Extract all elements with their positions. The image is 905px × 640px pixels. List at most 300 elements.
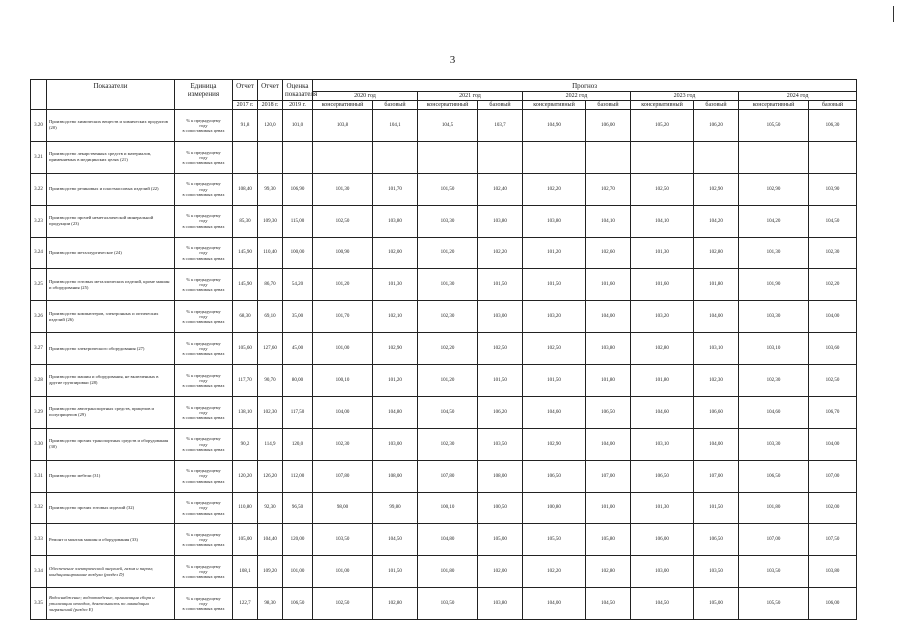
unit-line: в сопоставимых ценах bbox=[182, 446, 225, 452]
value-cell: 101,80 bbox=[739, 492, 809, 524]
value-cell: 145,90 bbox=[233, 269, 258, 301]
value-cell: 101,30 bbox=[739, 237, 809, 269]
value-cell: 101,50 bbox=[373, 556, 418, 588]
value-cell: 102,00 bbox=[809, 492, 857, 524]
value-cell: 92,30 bbox=[258, 492, 283, 524]
value-cell: 99,80 bbox=[373, 492, 418, 524]
forecast-table bbox=[30, 79, 857, 620]
value-cell: 106,90 bbox=[283, 173, 313, 205]
value-cell: 102,30 bbox=[418, 428, 478, 460]
value-cell: 101,00 bbox=[313, 333, 373, 365]
value-cell: 107,50 bbox=[809, 524, 857, 556]
value-cell: 104,00 bbox=[694, 301, 739, 333]
value-cell: 115,00 bbox=[283, 205, 313, 237]
value-cell: 102,00 bbox=[478, 556, 523, 588]
row-number: 3.22 bbox=[31, 173, 47, 205]
year-header-2021: 2021 год bbox=[418, 92, 523, 101]
value-cell: 102,50 bbox=[313, 205, 373, 237]
value-cell: 107,00 bbox=[586, 460, 631, 492]
value-cell: 112,00 bbox=[283, 460, 313, 492]
value-cell bbox=[478, 141, 523, 173]
variant-base: базовый bbox=[694, 101, 739, 110]
unit-cell bbox=[175, 301, 233, 333]
indicators-header: Показатели bbox=[47, 80, 175, 110]
value-cell: 106,50 bbox=[586, 396, 631, 428]
value-cell: 104,20 bbox=[694, 205, 739, 237]
value-cell: 101,80 bbox=[694, 269, 739, 301]
value-cell: 104,00 bbox=[523, 588, 586, 620]
value-cell: 101,90 bbox=[739, 269, 809, 301]
row-number: 3.34 bbox=[31, 556, 47, 588]
value-cell: 117,50 bbox=[283, 396, 313, 428]
value-cell: 103,80 bbox=[586, 333, 631, 365]
unit-cell bbox=[175, 396, 233, 428]
value-cell: 108,40 bbox=[233, 173, 258, 205]
row-number: 3.27 bbox=[31, 333, 47, 365]
value-cell: 85,30 bbox=[233, 205, 258, 237]
indicator-name: Производство резиновых и пластмассовых изделий (22) bbox=[47, 173, 175, 205]
unit-cell bbox=[175, 237, 233, 269]
value-cell: 103,50 bbox=[478, 428, 523, 460]
table-row bbox=[31, 269, 857, 301]
variant-base: базовый bbox=[478, 101, 523, 110]
value-cell: 107,00 bbox=[739, 524, 809, 556]
variant-conservative: консервативный bbox=[418, 101, 478, 110]
row-number: 3.24 bbox=[31, 237, 47, 269]
value-cell: 104,00 bbox=[313, 396, 373, 428]
value-cell: 107,80 bbox=[313, 460, 373, 492]
unit-line: в сопоставимых ценах bbox=[182, 383, 225, 389]
value-cell: 106,50 bbox=[739, 460, 809, 492]
value-cell: 104,20 bbox=[739, 205, 809, 237]
indicator-name: Производство прочих готовых изделий (32) bbox=[47, 492, 175, 524]
unit-cell bbox=[175, 492, 233, 524]
value-cell: 104,80 bbox=[373, 396, 418, 428]
unit-line: % к предыдущему bbox=[186, 468, 221, 474]
unit-header: Единица измерения bbox=[175, 80, 233, 110]
value-cell: 100,50 bbox=[478, 492, 523, 524]
value-cell: 120,0 bbox=[258, 110, 283, 142]
unit-line: % к предыдущему bbox=[186, 404, 221, 410]
value-cell: 101,30 bbox=[418, 269, 478, 301]
value-cell: 106,30 bbox=[809, 110, 857, 142]
unit-line: % к предыдущему bbox=[186, 308, 221, 314]
value-cell: 102,30 bbox=[694, 365, 739, 397]
value-cell: 101,70 bbox=[373, 173, 418, 205]
variant-conservative: консервативный bbox=[313, 101, 373, 110]
unit-line: % к предыдущему bbox=[186, 372, 221, 378]
value-cell: 101,20 bbox=[418, 365, 478, 397]
value-cell: 117,70 bbox=[233, 365, 258, 397]
value-cell: 126,20 bbox=[258, 460, 283, 492]
value-cell: 122,7 bbox=[233, 588, 258, 620]
value-cell: 101,30 bbox=[631, 492, 694, 524]
unit-line: в сопоставимых ценах bbox=[182, 510, 225, 516]
table-row bbox=[31, 365, 857, 397]
indicator-name: Производство химических веществ и химических продуктов (20) bbox=[47, 110, 175, 142]
estimate-header: Оценка показателя bbox=[283, 80, 313, 101]
value-cell: 101,70 bbox=[313, 301, 373, 333]
unit-cell bbox=[175, 428, 233, 460]
year-header-2024: 2024 год bbox=[739, 92, 857, 101]
unit-cell bbox=[175, 110, 233, 142]
value-cell: 104,1 bbox=[373, 110, 418, 142]
value-cell: 103,80 bbox=[478, 588, 523, 620]
value-cell: 110,80 bbox=[233, 492, 258, 524]
value-cell: 105,50 bbox=[523, 524, 586, 556]
value-cell: 102,50 bbox=[478, 333, 523, 365]
value-cell bbox=[694, 141, 739, 173]
value-cell: 105,00 bbox=[233, 524, 258, 556]
indicator-name: Производство автотранспортных средств, прицепов и полуприцепов (29) bbox=[47, 396, 175, 428]
value-cell: 104,00 bbox=[586, 301, 631, 333]
unit-line: в сопоставимых ценах bbox=[182, 542, 225, 548]
row-number: 3.30 bbox=[31, 428, 47, 460]
value-cell: 103,00 bbox=[631, 556, 694, 588]
value-cell: 103,80 bbox=[373, 205, 418, 237]
value-cell: 105,50 bbox=[739, 110, 809, 142]
table-row bbox=[31, 110, 857, 142]
value-cell: 106,50 bbox=[694, 524, 739, 556]
unit-line: % к предыдущему bbox=[186, 595, 221, 601]
unit-line: году bbox=[199, 505, 208, 511]
unit-line: % к предыдущему bbox=[186, 340, 221, 346]
unit-line: в сопоставимых ценах bbox=[182, 606, 225, 612]
value-cell: 101,60 bbox=[631, 269, 694, 301]
indicator-name: Производство лекарственных средств и материалов, применяемых в медицинских целях (21) bbox=[47, 141, 175, 173]
year-2017: 2017 г. bbox=[233, 101, 258, 110]
unit-line: % к предыдущему bbox=[186, 149, 221, 155]
unit-line: % к предыдущему bbox=[186, 245, 221, 251]
unit-line: % к предыдущему bbox=[186, 277, 221, 282]
value-cell: 101,60 bbox=[586, 269, 631, 301]
row-number: 3.29 bbox=[31, 396, 47, 428]
value-cell: 103,20 bbox=[631, 301, 694, 333]
value-cell: 103,30 bbox=[739, 428, 809, 460]
variant-conservative: консервативный bbox=[631, 101, 694, 110]
unit-line: в сопоставимых ценах bbox=[182, 287, 225, 293]
unit-line: году bbox=[199, 282, 208, 288]
value-cell: 68,30 bbox=[233, 301, 258, 333]
unit-cell bbox=[175, 333, 233, 365]
value-cell: 108,1 bbox=[233, 556, 258, 588]
value-cell: 101,50 bbox=[523, 269, 586, 301]
unit-cell bbox=[175, 173, 233, 205]
value-cell: 102,30 bbox=[418, 301, 478, 333]
value-cell: 145,90 bbox=[233, 237, 258, 269]
value-cell: 106,00 bbox=[586, 110, 631, 142]
value-cell: 108,00 bbox=[373, 460, 418, 492]
value-cell: 138,10 bbox=[233, 396, 258, 428]
unit-line: году bbox=[199, 409, 208, 415]
value-cell: 104,40 bbox=[258, 524, 283, 556]
unit-line: % к предыдущему bbox=[186, 563, 221, 569]
value-cell: 102,80 bbox=[631, 333, 694, 365]
value-cell: 100,80 bbox=[523, 492, 586, 524]
variant-conservative: консервативный bbox=[739, 101, 809, 110]
variant-base: базовый bbox=[373, 101, 418, 110]
unit-line: году bbox=[199, 441, 208, 447]
value-cell: 106,50 bbox=[631, 460, 694, 492]
table-row bbox=[31, 428, 857, 460]
row-number: 3.25 bbox=[31, 269, 47, 301]
value-cell: 127,60 bbox=[258, 333, 283, 365]
page-number: 3 bbox=[449, 54, 456, 66]
value-cell: 102,90 bbox=[373, 333, 418, 365]
value-cell: 104,50 bbox=[631, 588, 694, 620]
variant-base: базовый bbox=[586, 101, 631, 110]
value-cell: 106,50 bbox=[523, 460, 586, 492]
row-number: 3.33 bbox=[31, 524, 47, 556]
indicator-name: Производство электрического оборудования (27) bbox=[47, 333, 175, 365]
value-cell: 101,50 bbox=[478, 365, 523, 397]
unit-line: году bbox=[199, 345, 208, 351]
table-row bbox=[31, 237, 857, 269]
value-cell: 104,00 bbox=[809, 428, 857, 460]
value-cell: 104,90 bbox=[523, 110, 586, 142]
value-cell: 102,80 bbox=[373, 588, 418, 620]
value-cell: 101,50 bbox=[478, 269, 523, 301]
unit-cell bbox=[175, 460, 233, 492]
value-cell bbox=[586, 141, 631, 173]
unit-line: % к предыдущему bbox=[186, 436, 221, 442]
value-cell: 105,00 bbox=[478, 524, 523, 556]
value-cell: 103,10 bbox=[694, 333, 739, 365]
value-cell: 104,50 bbox=[809, 205, 857, 237]
row-number: 3.31 bbox=[31, 460, 47, 492]
value-cell: 96,50 bbox=[283, 492, 313, 524]
value-cell: 106,00 bbox=[631, 524, 694, 556]
variant-base: базовый bbox=[809, 101, 857, 110]
report-header-2018: Отчет bbox=[258, 80, 283, 101]
value-cell: 102,30 bbox=[809, 237, 857, 269]
value-cell: 104,00 bbox=[586, 428, 631, 460]
value-cell: 101,50 bbox=[418, 173, 478, 205]
value-cell bbox=[523, 141, 586, 173]
unit-line: году bbox=[199, 600, 208, 606]
value-cell: 102,50 bbox=[809, 365, 857, 397]
year-header-2020: 2020 год bbox=[313, 92, 418, 101]
unit-line: в сопоставимых ценах bbox=[182, 351, 225, 357]
value-cell bbox=[258, 141, 283, 173]
value-cell: 105,80 bbox=[586, 524, 631, 556]
table-row bbox=[31, 492, 857, 524]
value-cell: 101,30 bbox=[313, 173, 373, 205]
table-row bbox=[31, 141, 857, 173]
unit-line: в сопоставимых ценах bbox=[182, 128, 225, 134]
value-cell: 101,00 bbox=[283, 556, 313, 588]
value-cell: 102,90 bbox=[694, 173, 739, 205]
value-cell: 107,00 bbox=[694, 460, 739, 492]
value-cell: 102,50 bbox=[313, 588, 373, 620]
unit-line: году bbox=[199, 250, 208, 256]
table-row bbox=[31, 301, 857, 333]
table-row bbox=[31, 556, 857, 588]
num-header-cell bbox=[31, 80, 47, 110]
value-cell: 101,00 bbox=[586, 492, 631, 524]
value-cell: 104,5 bbox=[418, 110, 478, 142]
value-cell: 106,60 bbox=[694, 396, 739, 428]
value-cell: 110,40 bbox=[258, 237, 283, 269]
value-cell: 120,20 bbox=[233, 460, 258, 492]
row-number: 3.28 bbox=[31, 365, 47, 397]
value-cell: 107,80 bbox=[418, 460, 478, 492]
value-cell: 104,10 bbox=[631, 205, 694, 237]
unit-line: в сопоставимых ценах bbox=[182, 159, 225, 165]
value-cell: 101,30 bbox=[373, 269, 418, 301]
value-cell: 103,80 bbox=[809, 556, 857, 588]
row-number: 3.26 bbox=[31, 301, 47, 333]
unit-line: в сопоставимых ценах bbox=[182, 414, 225, 420]
unit-line: % к предыдущему bbox=[186, 181, 221, 187]
value-cell: 103,80 bbox=[478, 205, 523, 237]
value-cell: 103,90 bbox=[809, 173, 857, 205]
value-cell bbox=[809, 141, 857, 173]
value-cell: 102,70 bbox=[586, 173, 631, 205]
unit-line: году bbox=[199, 122, 208, 128]
value-cell: 104,60 bbox=[631, 396, 694, 428]
value-cell bbox=[283, 141, 313, 173]
value-cell: 102,20 bbox=[523, 173, 586, 205]
value-cell: 99,30 bbox=[258, 173, 283, 205]
value-cell: 104,10 bbox=[586, 205, 631, 237]
indicator-name: Производство машин и оборудования, не включенных в другие группировки (28) bbox=[47, 365, 175, 397]
unit-cell bbox=[175, 588, 233, 620]
unit-line: % к предыдущему bbox=[186, 500, 221, 506]
value-cell: 106,50 bbox=[283, 588, 313, 620]
value-cell: 104,50 bbox=[586, 588, 631, 620]
indicator-name: Обеспечение электрической энергией, газом и паром; кондиционирование воздуха (раздел D) bbox=[47, 556, 175, 588]
indicator-name: Производство прочих транспортных средств и оборудования (30) bbox=[47, 428, 175, 460]
indicator-name: Производство металлургическое (24) bbox=[47, 237, 175, 269]
report-header-2017: Отчет bbox=[233, 80, 258, 101]
value-cell: 109,30 bbox=[258, 205, 283, 237]
unit-line: году bbox=[199, 186, 208, 192]
indicator-name: Производство мебели (31) bbox=[47, 460, 175, 492]
value-cell: 103,00 bbox=[373, 428, 418, 460]
value-cell: 54,20 bbox=[283, 269, 313, 301]
value-cell: 103,10 bbox=[739, 333, 809, 365]
value-cell: 105,50 bbox=[739, 588, 809, 620]
table-row bbox=[31, 588, 857, 620]
value-cell: 102,00 bbox=[373, 237, 418, 269]
indicator-name: Водоснабжение; водоотведение, организация сбора и утилизации отходов, деятельность по ликвидации загрязнений (раздел E) bbox=[47, 588, 175, 620]
unit-line: году bbox=[199, 314, 208, 320]
value-cell: 106,20 bbox=[478, 396, 523, 428]
table-body bbox=[31, 110, 857, 620]
unit-line: в сопоставимых ценах bbox=[182, 478, 225, 484]
value-cell: 101,80 bbox=[586, 365, 631, 397]
value-cell: 91,8 bbox=[233, 110, 258, 142]
table-row bbox=[31, 460, 857, 492]
value-cell: 103,20 bbox=[523, 301, 586, 333]
value-cell: 101,20 bbox=[523, 237, 586, 269]
value-cell: 103,10 bbox=[631, 428, 694, 460]
year-2019: 2019 г. bbox=[283, 101, 313, 110]
value-cell: 69,10 bbox=[258, 301, 283, 333]
value-cell: 101,20 bbox=[418, 237, 478, 269]
value-cell: 120,00 bbox=[283, 524, 313, 556]
value-cell bbox=[373, 141, 418, 173]
value-cell: 101,20 bbox=[373, 365, 418, 397]
value-cell: 100,90 bbox=[313, 237, 373, 269]
value-cell: 90,70 bbox=[258, 365, 283, 397]
value-cell: 104,60 bbox=[739, 396, 809, 428]
value-cell: 101,00 bbox=[313, 556, 373, 588]
unit-line: в сопоставимых ценах bbox=[182, 191, 225, 197]
value-cell: 35,00 bbox=[283, 301, 313, 333]
table-row bbox=[31, 396, 857, 428]
value-cell: 120,0 bbox=[283, 428, 313, 460]
unit-line: % к предыдущему bbox=[186, 117, 221, 123]
value-cell: 103,80 bbox=[523, 205, 586, 237]
value-cell: 101,50 bbox=[523, 365, 586, 397]
value-cell: 101,80 bbox=[631, 365, 694, 397]
value-cell: 103,50 bbox=[694, 556, 739, 588]
value-cell: 102,10 bbox=[373, 301, 418, 333]
row-number: 3.20 bbox=[31, 110, 47, 142]
unit-cell bbox=[175, 141, 233, 173]
unit-line: году bbox=[199, 154, 208, 160]
value-cell: 109,20 bbox=[258, 556, 283, 588]
value-cell: 102,30 bbox=[739, 365, 809, 397]
value-cell: 101,0 bbox=[283, 110, 313, 142]
unit-line: в сопоставимых ценах bbox=[182, 223, 225, 229]
value-cell: 102,50 bbox=[523, 333, 586, 365]
value-cell: 114,9 bbox=[258, 428, 283, 460]
value-cell: 101,80 bbox=[418, 556, 478, 588]
value-cell: 101,50 bbox=[694, 492, 739, 524]
value-cell bbox=[739, 141, 809, 173]
value-cell: 102,60 bbox=[586, 237, 631, 269]
table-row bbox=[31, 173, 857, 205]
value-cell: 106,00 bbox=[809, 588, 857, 620]
value-cell: 102,20 bbox=[809, 269, 857, 301]
value-cell: 101,20 bbox=[313, 269, 373, 301]
value-cell: 102,20 bbox=[478, 237, 523, 269]
value-cell: 103,7 bbox=[478, 110, 523, 142]
value-cell: 98,00 bbox=[313, 492, 373, 524]
value-cell: 45,00 bbox=[283, 333, 313, 365]
unit-line: % к предыдущему bbox=[186, 213, 221, 219]
year-2018: 2018 г. bbox=[258, 101, 283, 110]
row-number: 3.32 bbox=[31, 492, 47, 524]
value-cell: 105,60 bbox=[233, 333, 258, 365]
value-cell: 103,50 bbox=[418, 588, 478, 620]
value-cell: 100,10 bbox=[418, 492, 478, 524]
value-cell: 103,50 bbox=[313, 524, 373, 556]
value-cell: 102,90 bbox=[523, 428, 586, 460]
value-cell: 104,60 bbox=[523, 396, 586, 428]
value-cell bbox=[313, 141, 373, 173]
unit-line: году bbox=[199, 569, 208, 575]
row-number: 3.21 bbox=[31, 141, 47, 173]
unit-line: % к предыдущему bbox=[186, 532, 221, 537]
unit-line: году bbox=[199, 218, 208, 224]
indicator-name: Производство компьютеров, электронных и оптических изделий (26) bbox=[47, 301, 175, 333]
value-cell: 102,80 bbox=[694, 237, 739, 269]
value-cell: 100,00 bbox=[283, 237, 313, 269]
value-cell: 105,00 bbox=[694, 588, 739, 620]
value-cell: 102,20 bbox=[523, 556, 586, 588]
value-cell: 102,30 bbox=[313, 428, 373, 460]
value-cell: 105,20 bbox=[631, 110, 694, 142]
value-cell: 102,80 bbox=[586, 556, 631, 588]
variant-conservative: консервативный bbox=[523, 101, 586, 110]
page-edge-mark bbox=[893, 6, 894, 22]
table-row bbox=[31, 205, 857, 237]
unit-cell bbox=[175, 365, 233, 397]
